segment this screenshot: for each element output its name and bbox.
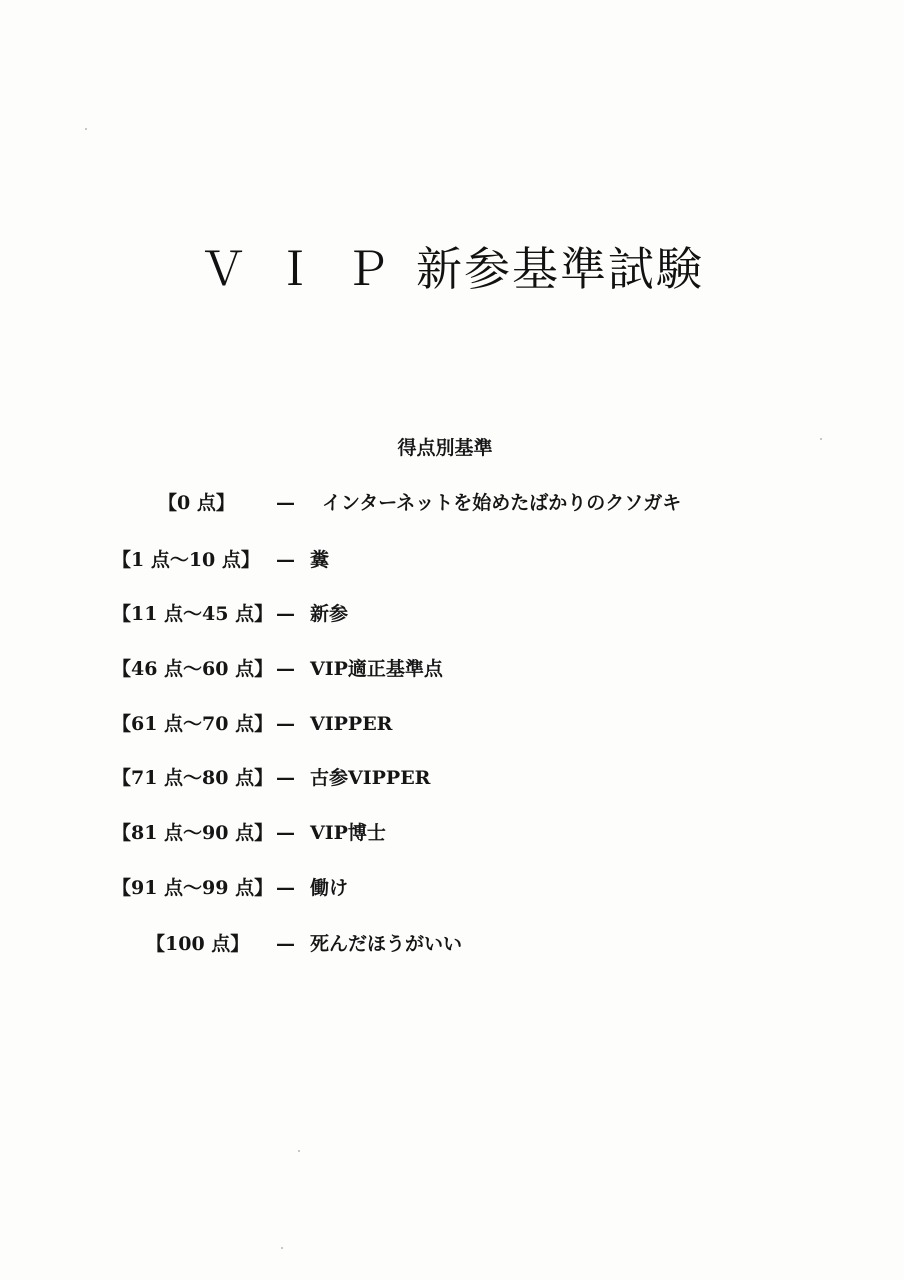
score-range: 【61 点～70 点】 [112, 713, 274, 735]
section-heading: 得点別基準 [397, 437, 493, 459]
criteria-row-3 [0, 654, 904, 684]
separator-dash: — [276, 492, 295, 514]
criteria-row-7 [0, 873, 904, 903]
score-range: 【1 点～10 点】 [112, 549, 260, 571]
scan-speck [85, 128, 87, 130]
grade-label: 古参VIPPER [310, 767, 431, 789]
grade-label: インターネットを始めたばかりのクソガキ [322, 492, 682, 514]
criteria-row-1 [0, 545, 904, 575]
score-range: 【11 点～45 点】 [112, 603, 274, 625]
criteria-row-8 [0, 929, 904, 959]
score-range: 【0 点】 [158, 492, 235, 514]
grade-label: 死んだほうがいい [310, 933, 463, 955]
separator-dash: — [276, 933, 295, 955]
criteria-row-6 [0, 818, 904, 848]
grade-label: VIP博士 [310, 822, 386, 844]
score-range: 【81 点～90 点】 [112, 822, 274, 844]
document-title [0, 236, 904, 302]
separator-dash: — [276, 658, 295, 680]
grade-label: 糞 [310, 549, 330, 571]
criteria-row-0 [0, 488, 904, 518]
scan-speck [298, 1150, 300, 1152]
score-range: 【71 点～80 点】 [112, 767, 274, 789]
document-title-japanese: 新参基準試験 [416, 242, 704, 296]
grade-label: 働け [310, 877, 349, 899]
criteria-row-2 [0, 599, 904, 629]
score-range: 【100 点】 [146, 933, 250, 955]
separator-dash: — [276, 877, 295, 899]
score-range: 【91 点～99 点】 [112, 877, 274, 899]
separator-dash: — [276, 767, 295, 789]
grade-label: VIP適正基準点 [310, 658, 443, 680]
score-range: 【46 点～60 点】 [112, 658, 274, 680]
document-title-latin: ＶＩＰ [200, 242, 416, 296]
scan-speck [281, 1247, 283, 1249]
scan-speck [820, 438, 822, 440]
criteria-row-5 [0, 763, 904, 793]
separator-dash: — [276, 713, 295, 735]
separator-dash: — [276, 549, 295, 571]
separator-dash: — [276, 603, 295, 625]
criteria-row-4 [0, 709, 904, 739]
grade-label: VIPPER [310, 713, 393, 735]
grade-label: 新参 [310, 603, 349, 625]
separator-dash: — [276, 822, 295, 844]
